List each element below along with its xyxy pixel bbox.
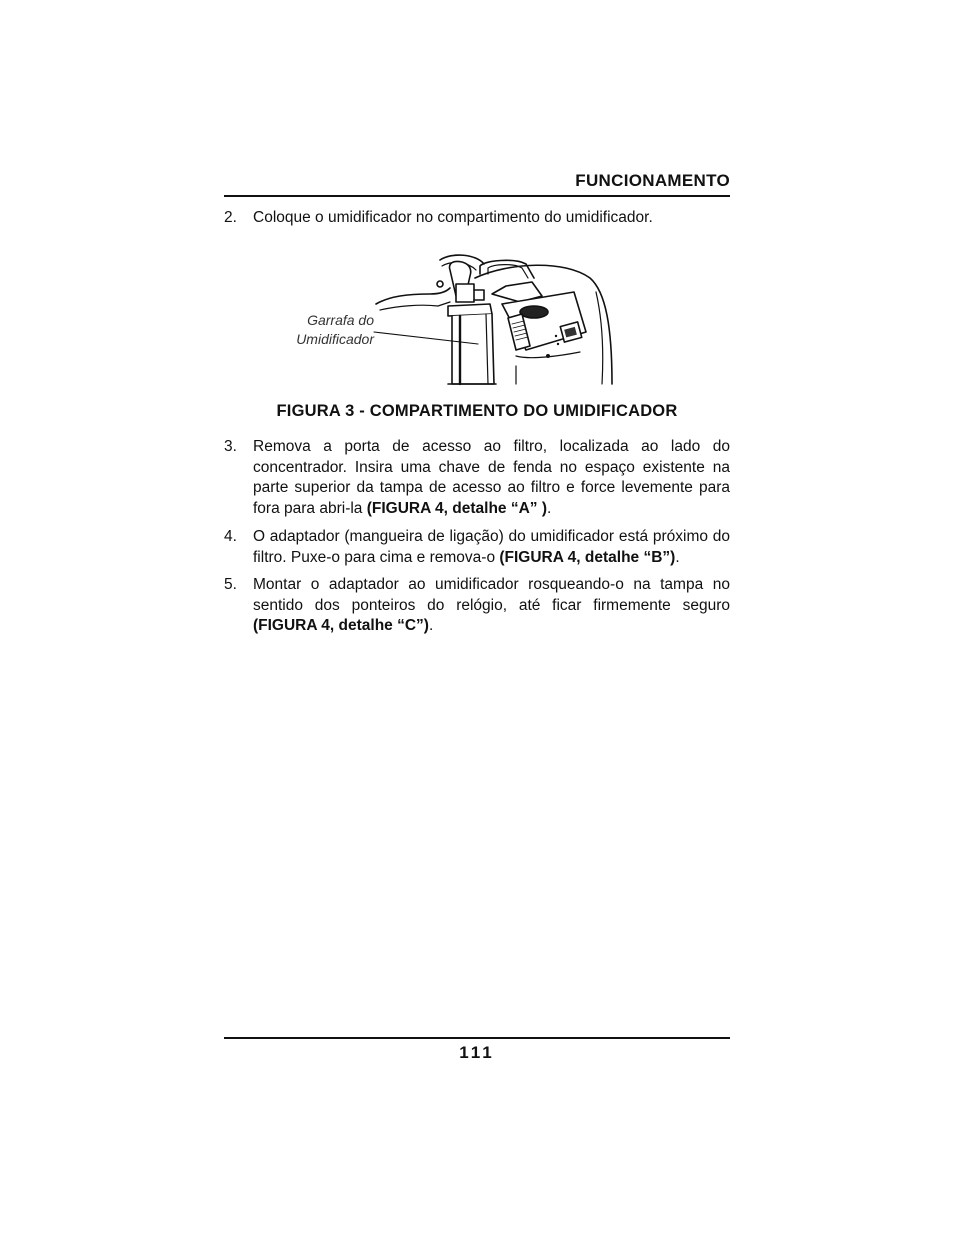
step-5: [224, 575, 730, 637]
figure-reference: (FIGURA 4, detalhe “C”): [253, 617, 429, 634]
step-number: 4.: [224, 528, 237, 545]
step-text: O adaptador (mangueira de ligação) do umidificador está próximo do filtro. Puxe-o para cima e remova-o (FIGURA 4, detalhe “B”).: [253, 528, 730, 566]
step-number: 3.: [224, 438, 237, 455]
page-header: [224, 170, 730, 197]
footer-rule: [224, 1037, 730, 1039]
step-2: [224, 208, 730, 229]
figure-caption: FIGURA 3 - COMPARTIMENTO DO UMIDIFICADOR: [276, 402, 678, 420]
step-text: Remova a porta de acesso ao filtro, localizada ao lado do concentrador. Insira uma chave de fenda no espaço existente na parte superior da tampa de acesso ao filtro e force levemente para fora para abri-la (FIGURA 4, detalhe “A” ).: [253, 438, 730, 517]
page-number: 111: [459, 1043, 495, 1062]
step-text: Montar o adaptador ao umidificador rosqueando-o na tampa no sentido dos ponteiros do relógio, até ficar firmemente seguro (FIGURA 4, detalhe “C”).: [253, 576, 730, 634]
step-number: 5.: [224, 576, 237, 593]
header-rule: [224, 195, 730, 197]
figure-callout-label: Garrafa do Umidificador: [296, 312, 374, 347]
step-text: Coloque o umidificador no compartimento do umidificador.: [253, 209, 653, 226]
step-number: 2.: [224, 209, 237, 226]
step-3: [224, 437, 730, 519]
figure-reference: (FIGURA 4, detalhe “A” ): [366, 499, 548, 517]
section-title: FUNCIONAMENTO: [575, 171, 730, 190]
figure-reference: (FIGURA 4, detalhe “B”): [499, 548, 676, 566]
step-4: [224, 527, 730, 568]
